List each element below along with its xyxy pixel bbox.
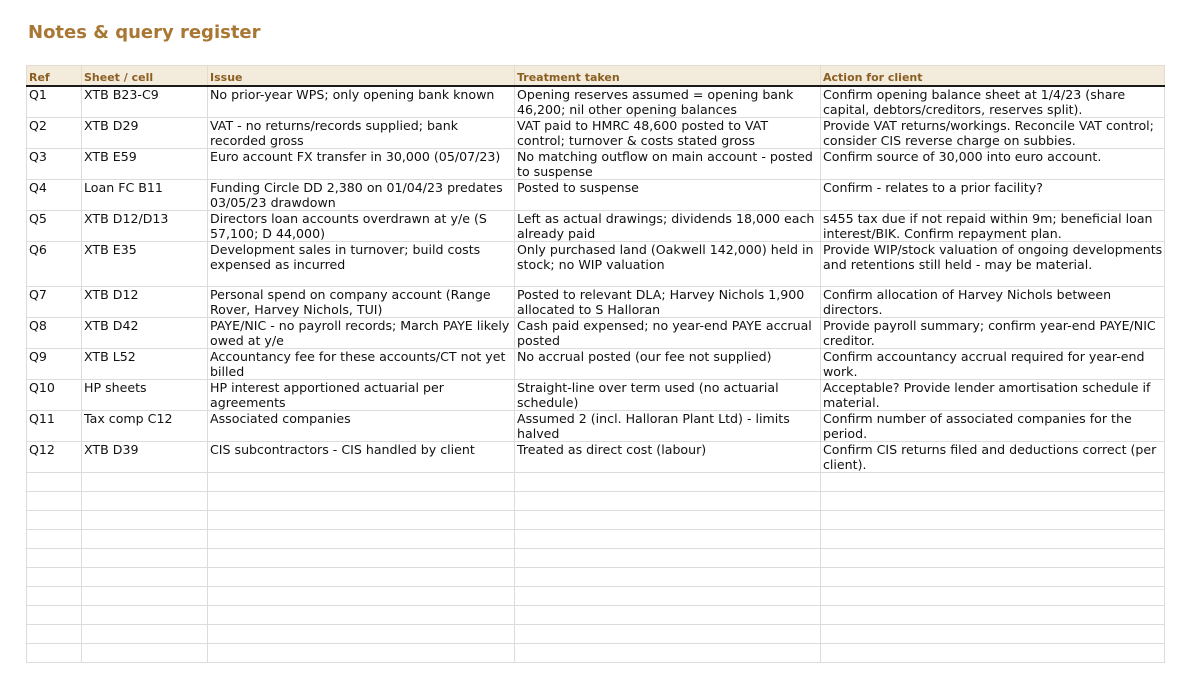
table-row: [27, 318, 1165, 349]
empty-cell[interactable]: [82, 473, 208, 492]
sheet-cell[interactable]: XTB E59: [82, 149, 208, 180]
empty-cell[interactable]: [821, 625, 1165, 644]
empty-cell[interactable]: [82, 606, 208, 625]
table-row: [27, 349, 1165, 380]
ref-cell[interactable]: Q12: [27, 442, 82, 473]
issue-cell[interactable]: Directors loan accounts overdrawn at y/e (S 57,100; D 44,000): [208, 211, 515, 242]
action-cell[interactable]: Provide WIP/stock valuation of ongoing developments and retentions still held - may be material.: [821, 242, 1165, 287]
treatment-cell[interactable]: Straight-line over term used (no actuarial schedule): [515, 380, 821, 411]
empty-row: [27, 549, 1165, 568]
empty-cell[interactable]: [515, 625, 821, 644]
sheet-title: Notes & query register: [28, 22, 261, 43]
ref-cell[interactable]: Q3: [27, 149, 82, 180]
empty-cell[interactable]: [515, 492, 821, 511]
empty-cell[interactable]: [821, 549, 1165, 568]
treatment-cell[interactable]: Posted to suspense: [515, 180, 821, 211]
empty-row: [27, 530, 1165, 549]
table-row: [27, 180, 1165, 211]
issue-cell[interactable]: CIS subcontractors - CIS handled by client: [208, 442, 515, 473]
empty-cell[interactable]: [515, 549, 821, 568]
sheet-cell[interactable]: XTB B23-C9: [82, 86, 208, 118]
empty-cell[interactable]: [27, 549, 82, 568]
ref-cell[interactable]: Q6: [27, 242, 82, 287]
table-row: [27, 287, 1165, 318]
empty-row: [27, 625, 1165, 644]
empty-row: [27, 587, 1165, 606]
empty-row: [27, 511, 1165, 530]
empty-cell[interactable]: [208, 530, 515, 549]
empty-cell[interactable]: [82, 530, 208, 549]
empty-cell[interactable]: [82, 587, 208, 606]
empty-cell[interactable]: [27, 606, 82, 625]
ref-cell[interactable]: Q4: [27, 180, 82, 211]
table-row: [27, 242, 1165, 287]
treatment-cell[interactable]: Left as actual drawings; dividends 18,000 each already paid: [515, 211, 821, 242]
sheet-cell[interactable]: XTB E35: [82, 242, 208, 287]
empty-row: [27, 568, 1165, 587]
empty-cell[interactable]: [82, 625, 208, 644]
issue-cell[interactable]: No prior-year WPS; only opening bank known: [208, 86, 515, 118]
empty-cell[interactable]: [821, 511, 1165, 530]
table-row: [27, 211, 1165, 242]
treatment-cell[interactable]: Cash paid expensed; no year-end PAYE accrual posted: [515, 318, 821, 349]
ref-cell[interactable]: Q10: [27, 380, 82, 411]
sheet-cell[interactable]: XTB D29: [82, 118, 208, 149]
empty-cell[interactable]: [27, 530, 82, 549]
treatment-cell[interactable]: Only purchased land (Oakwell 142,000) held in stock; no WIP valuation: [515, 242, 821, 287]
table-row: [27, 149, 1165, 180]
ref-cell[interactable]: Q5: [27, 211, 82, 242]
sheet-cell[interactable]: XTB D39: [82, 442, 208, 473]
empty-cell[interactable]: [821, 473, 1165, 492]
treatment-cell[interactable]: Posted to relevant DLA; Harvey Nichols 1,900 allocated to S Halloran: [515, 287, 821, 318]
table-row: [27, 442, 1165, 473]
empty-cell[interactable]: [27, 625, 82, 644]
issue-cell[interactable]: Accountancy fee for these accounts/CT not yet billed: [208, 349, 515, 380]
empty-cell[interactable]: [208, 511, 515, 530]
empty-cell[interactable]: [515, 511, 821, 530]
empty-cell[interactable]: [208, 625, 515, 644]
empty-cell[interactable]: [821, 568, 1165, 587]
action-cell[interactable]: Provide VAT returns/workings. Reconcile VAT control; consider CIS reverse charge on subbies.: [821, 118, 1165, 149]
empty-cell[interactable]: [27, 568, 82, 587]
treatment-cell[interactable]: No accrual posted (our fee not supplied): [515, 349, 821, 380]
action-cell[interactable]: Confirm opening balance sheet at 1/4/23 (share capital, debtors/creditors, reserves split).: [821, 86, 1165, 118]
empty-cell[interactable]: [27, 644, 82, 663]
sheet-cell[interactable]: Tax comp C12: [82, 411, 208, 442]
sheet-cell[interactable]: XTB D12: [82, 287, 208, 318]
empty-cell[interactable]: [515, 530, 821, 549]
header-action-for-client[interactable]: Action for client: [821, 66, 1165, 87]
empty-cell[interactable]: [821, 492, 1165, 511]
sheet-cell[interactable]: XTB L52: [82, 349, 208, 380]
header-treatment-taken[interactable]: Treatment taken: [515, 66, 821, 87]
empty-cell[interactable]: [821, 587, 1165, 606]
ref-cell[interactable]: Q1: [27, 86, 82, 118]
empty-cell[interactable]: [82, 549, 208, 568]
treatment-cell[interactable]: Treated as direct cost (labour): [515, 442, 821, 473]
action-cell[interactable]: Confirm - relates to a prior facility?: [821, 180, 1165, 211]
empty-cell[interactable]: [27, 492, 82, 511]
empty-cell[interactable]: [82, 644, 208, 663]
ref-cell[interactable]: Q8: [27, 318, 82, 349]
action-cell[interactable]: Provide payroll summary; confirm year-end PAYE/NIC creditor.: [821, 318, 1165, 349]
ref-cell[interactable]: Q2: [27, 118, 82, 149]
empty-cell[interactable]: [82, 568, 208, 587]
empty-cell[interactable]: [515, 568, 821, 587]
action-cell[interactable]: Confirm allocation of Harvey Nichols between directors.: [821, 287, 1165, 318]
empty-cell[interactable]: [208, 473, 515, 492]
empty-cell[interactable]: [515, 644, 821, 663]
treatment-cell[interactable]: VAT paid to HMRC 48,600 posted to VAT control; turnover & costs stated gross: [515, 118, 821, 149]
treatment-cell[interactable]: No matching outflow on main account - posted to suspense: [515, 149, 821, 180]
empty-cell[interactable]: [208, 568, 515, 587]
empty-cell[interactable]: [515, 587, 821, 606]
empty-row: [27, 492, 1165, 511]
empty-row: [27, 644, 1165, 663]
header-row: [27, 66, 1165, 87]
treatment-cell[interactable]: Opening reserves assumed = opening bank 46,200; nil other opening balances: [515, 86, 821, 118]
empty-cell[interactable]: [208, 492, 515, 511]
empty-cell[interactable]: [27, 587, 82, 606]
sheet-cell[interactable]: Loan FC B11: [82, 180, 208, 211]
action-cell[interactable]: Confirm CIS returns filed and deductions correct (per client).: [821, 442, 1165, 473]
issue-cell[interactable]: HP interest apportioned actuarial per agreements: [208, 380, 515, 411]
sheet-cell[interactable]: HP sheets: [82, 380, 208, 411]
issue-cell[interactable]: PAYE/NIC - no payroll records; March PAYE likely owed at y/e: [208, 318, 515, 349]
empty-cell[interactable]: [208, 549, 515, 568]
sheet-cell[interactable]: XTB D12/D13: [82, 211, 208, 242]
ref-cell[interactable]: Q7: [27, 287, 82, 318]
issue-cell[interactable]: Funding Circle DD 2,380 on 01/04/23 predates 03/05/23 drawdown: [208, 180, 515, 211]
table-row: [27, 380, 1165, 411]
table-row: [27, 86, 1165, 118]
empty-cell[interactable]: [208, 606, 515, 625]
ref-cell[interactable]: Q11: [27, 411, 82, 442]
empty-cell[interactable]: [515, 473, 821, 492]
table-row: [27, 411, 1165, 442]
ref-cell[interactable]: Q9: [27, 349, 82, 380]
empty-row: [27, 606, 1165, 625]
empty-cell[interactable]: [208, 587, 515, 606]
header-sheet-cell[interactable]: Sheet / cell: [82, 66, 208, 87]
query-register-table: [26, 65, 1165, 663]
action-cell[interactable]: Confirm accountancy accrual required for year-end work.: [821, 349, 1165, 380]
empty-cell[interactable]: [821, 606, 1165, 625]
table-row: [27, 118, 1165, 149]
issue-cell[interactable]: Personal spend on company account (Range Rover, Harvey Nichols, TUI): [208, 287, 515, 318]
empty-cell[interactable]: [821, 644, 1165, 663]
header-ref[interactable]: Ref: [27, 66, 82, 87]
empty-cell[interactable]: [82, 492, 208, 511]
issue-cell[interactable]: Associated companies: [208, 411, 515, 442]
action-cell[interactable]: Confirm number of associated companies for the period.: [821, 411, 1165, 442]
action-cell[interactable]: s455 tax due if not repaid within 9m; beneficial loan interest/BIK. Confirm repayment plan.: [821, 211, 1165, 242]
empty-cell[interactable]: [27, 511, 82, 530]
empty-cell[interactable]: [27, 473, 82, 492]
issue-cell[interactable]: Euro account FX transfer in 30,000 (05/07/23): [208, 149, 515, 180]
action-cell[interactable]: Confirm source of 30,000 into euro account.: [821, 149, 1165, 180]
issue-cell[interactable]: VAT - no returns/records supplied; bank recorded gross: [208, 118, 515, 149]
empty-row: [27, 473, 1165, 492]
sheet-cell[interactable]: XTB D42: [82, 318, 208, 349]
treatment-cell[interactable]: Assumed 2 (incl. Halloran Plant Ltd) - limits halved: [515, 411, 821, 442]
empty-cell[interactable]: [821, 530, 1165, 549]
action-cell[interactable]: Acceptable? Provide lender amortisation schedule if material.: [821, 380, 1165, 411]
empty-cell[interactable]: [515, 606, 821, 625]
empty-cell[interactable]: [208, 644, 515, 663]
issue-cell[interactable]: Development sales in turnover; build costs expensed as incurred: [208, 242, 515, 287]
header-issue[interactable]: Issue: [208, 66, 515, 87]
empty-cell[interactable]: [82, 511, 208, 530]
